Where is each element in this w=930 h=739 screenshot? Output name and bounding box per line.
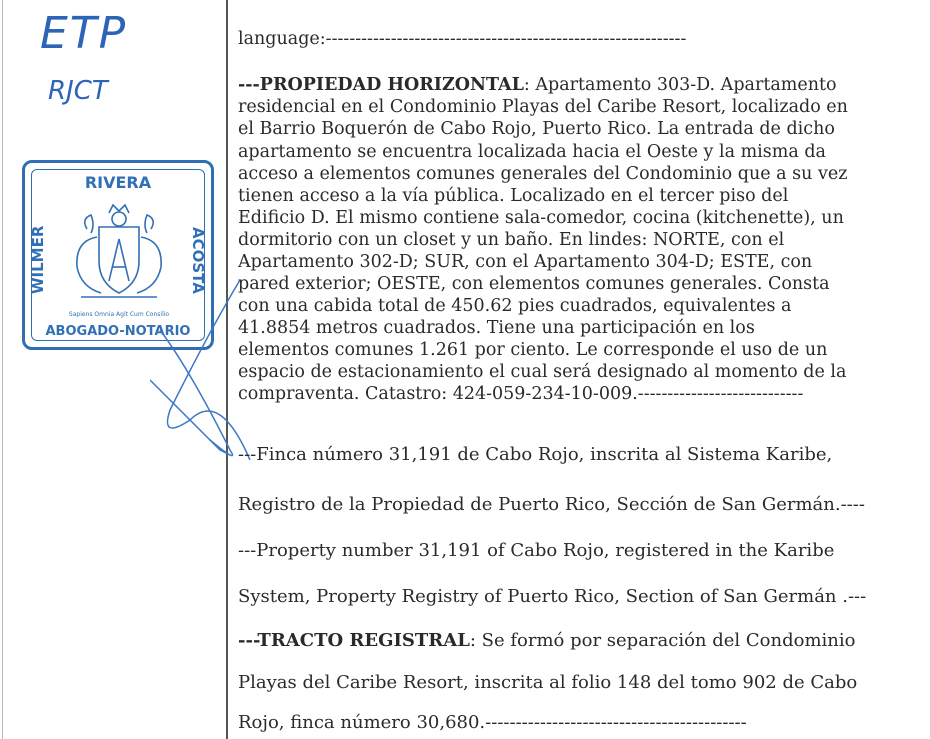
text-line-5: apartamento se encuentra localizada hacia el Oeste y la misma da [238,142,826,162]
text-line-16: compraventa. Catastro: 424-059-234-10-009.---------------------------- [238,384,804,404]
text-line-21: System, Property Registry of Puerto Rico, Section of San Germán .--- [238,586,867,607]
seal-motto: Sapiens Omnia Agit Cum Consilio [68,311,170,318]
text-line-1: language:------------------------------------------------------------- [238,29,687,49]
text-line-12: con una cabida total de 450.62 pies cuadrados, equivalentes a [238,296,792,316]
text-line-2 [238,74,924,96]
text-line-4: el Barrio Boquerón de Cabo Rojo, Puerto Rico. La entrada de dicho [238,119,835,139]
text-line-7: tienen acceso a la vía pública. Localizado en el tercer piso del [238,186,789,206]
text-line-22 [238,630,924,652]
seal-top-text: RIVERA [84,173,152,192]
text-line-19: Registro de la Propiedad de Puerto Rico, Sección de San Germán.---- [238,494,865,515]
text-line-22-rest: : Se formó por separación del Condominio [469,630,856,651]
text-line-23: Playas del Caribe Resort, inscrita al folio 148 del tomo 902 de Cabo [238,672,858,693]
text-line-2-rest: : Apartamento 303-D. Apartamento [523,75,837,95]
handwritten-initials-bottom: RJCT [48,76,108,106]
seal-right-text: ACOSTA [189,226,207,294]
text-line-24: Rojo, finca número 30,680.------------------------------------------- [238,712,747,733]
text-line-15: espacio de estacionamiento el cual será designado al momento de la [238,362,847,382]
handwritten-initials-top: ETP [40,8,128,59]
seal-left-text: WILMER [29,225,47,295]
text-line-20: ---Property number 31,191 of Cabo Rojo, registered in the Karibe [238,540,835,561]
text-line-9: dormitorio con un closet y un baño. En lindes: NORTE, con el [238,230,785,250]
text-line-14: elementos comunes 1.261 por ciento. Le corresponde el uso de un [238,340,828,360]
text-line-3: residencial en el Condominio Playas del Caribe Resort, localizado en [238,97,848,117]
seal-bottom-text: ABOGADO-NOTARIO [45,324,191,339]
text-line-10: Apartamento 302-D; SUR, con el Apartamento 304-D; ESTE, con [238,252,813,272]
text-line-13: 41.8854 metros cuadrados. Tiene una participación en los [238,318,755,338]
text-line-18: ---Finca número 31,191 de Cabo Rojo, inscrita al Sistema Karibe, [238,444,833,465]
page-left-edge [2,0,3,739]
heading-propiedad-horizontal: ---PROPIEDAD HORIZONTAL [238,75,524,95]
heading-tracto-registral: ---TRACTO REGISTRAL [238,630,470,651]
text-line-6: acceso a elementos comunes generales del Condominio que a su vez [238,164,848,184]
text-line-8: Edificio D. El mismo contiene sala-comedor, cocina (kitchenette), un [238,208,844,228]
text-line-11: pared exterior; OESTE, con elementos comunes generales. Consta [238,274,830,294]
